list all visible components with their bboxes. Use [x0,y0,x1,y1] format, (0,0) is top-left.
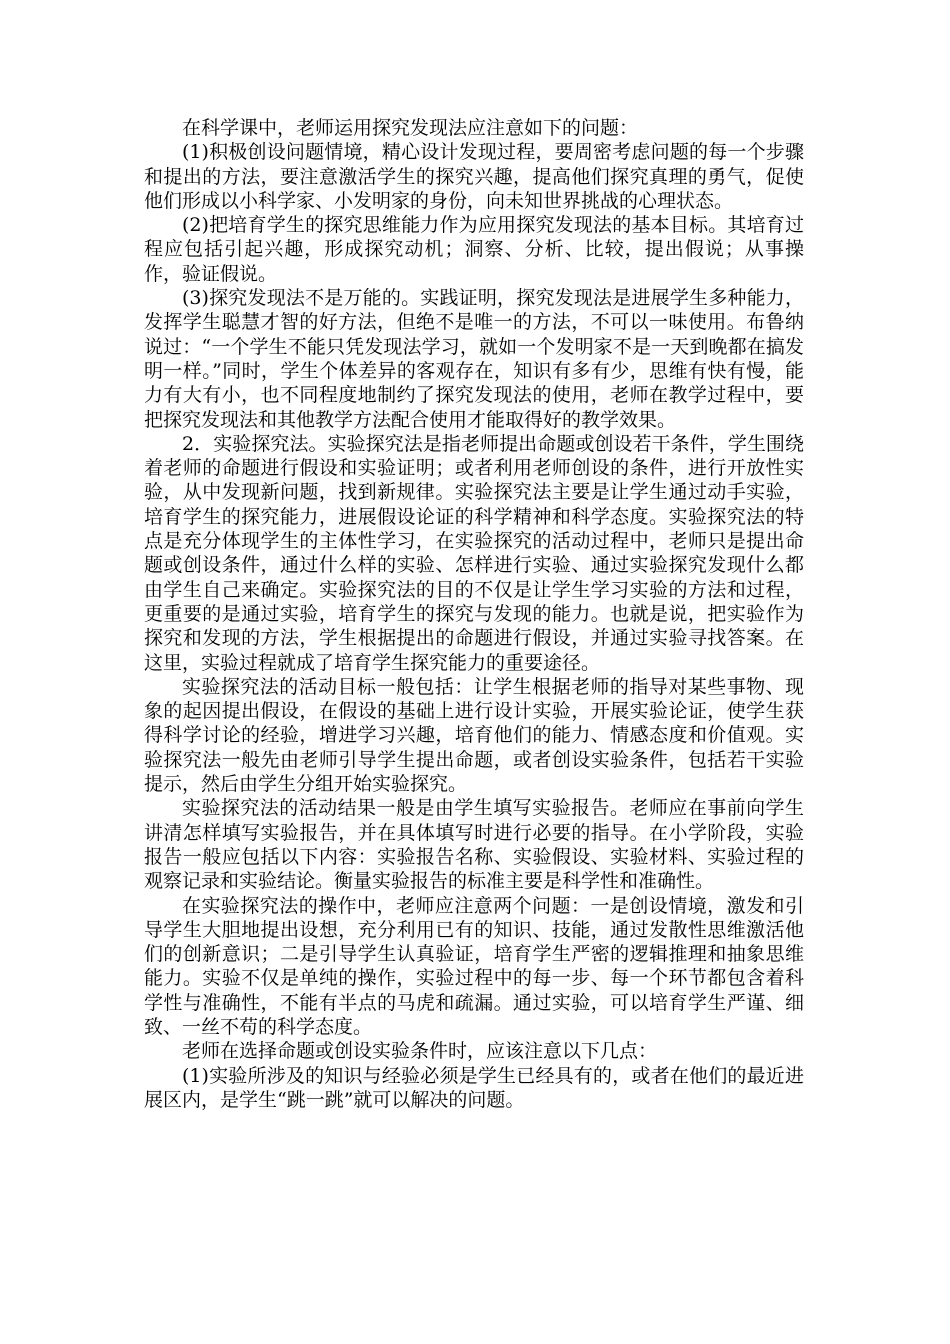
paragraph-operation-notes: 在实验探究法的操作中，老师应注意两个问题：一是创设情境，激发和引导学生大胆地提出设想，充分利用已有的知识、技能，通过发散性思维激活他们的创新意识；二是引导学生认真验证，培育学生严密的逻辑推理和抽象思维能力。实验不仅是单纯的操作，实验过程中的每一步、每一个环节都包含着科学性与准确性，不能有半点的马虎和疏漏。通过实验，可以培育学生严谨、细致、一丝不苟的科学态度。 [144,894,804,1038]
paragraph-experiment-method: 2．实验探究法。实验探究法是指老师提出命题或创设若干条件，学生围绕着老师的命题进行假设和实验证明；或者利用老师创设的条件，进行开放性实验，从中发现新问题，找到新规律。实验探究法主要是让学生通过动手实验，培育学生的探究能力，进展假设论证的科学精神和科学态度。实验探究法的特点是充分体现学生的主体性学习，在实验探究的活动过程中，老师只是提出命题或创设条件，通过什么样的实验、怎样进行实验、通过实验探究发现什么都由学生自己来确定。实验探究法的目的不仅是让学生学习实验的方法和过程，更重要的是通过实验，培育学生的探究与发现的能力。也就是说，把实验作为探究和发现的方法，学生根据提出的命题进行假设，并通过实验寻找答案。在这里，实验过程就成了培育学生探究能力的重要途径。 [144,432,804,674]
paragraph-point-1: (1)积极创设问题情境，精心设计发现过程，要周密考虑问题的每一个步骤和提出的方法，要注意激活学生的探究兴趣，提高他们探究真理的勇气，促使他们形成以小科学家、小发明家的身份，向未知世界挑战的心理状态。 [144,141,804,212]
paragraph-selection-intro: 老师在选择命题或创设实验条件时，应该注意以下几点： [182,1040,658,1063]
document-body [144,116,804,1112]
paragraph-intro: 在科学课中，老师运用探究发现法应注意如下的问题： [182,117,639,139]
paragraph-point-2: (2)把培育学生的探究思维能力作为应用探究发现法的基本目标。其培育过程应包括引起兴趣，形成探究动机；洞察、分析、比较，提出假说；从事操作，验证假说。 [144,214,804,285]
paragraph-point-3: (3)探究发现法不是万能的。实践证明，探究发现法是进展学生多种能力，发挥学生聪慧才智的好方法，但绝不是唯一的方法，不可以一味使用。布鲁纳说过：“一个学生不能只凭发现法学习，就如一个发明家不是一天到晚都在搞发明一样。”同时，学生个体差异的客观存在，知识有多有少，思维有快有慢，能力有大有小，也不同程度地制约了探究发现法的使用，老师在教学过程中，要把探究发现法和其他教学方法配合使用才能取得好的教学效果。 [144,287,804,431]
paragraph-activity-results: 实验探究法的活动结果一般是由学生填写实验报告。老师应在事前向学生讲清怎样填写实验报告，并在具体填写时进行必要的指导。在小学阶段，实验报告一般应包括以下内容：实验报告名称、实验假设、实验材料、实验过程的观察记录和实验结论。衡量实验报告的标准主要是科学性和准确性。 [144,797,804,893]
paragraph-selection-point-1: (1)实验所涉及的知识与经验必须是学生已经具有的，或者在他们的最近进展区内，是学生“跳一跳”就可以解决的问题。 [144,1064,804,1111]
paragraph-activity-goals: 实验探究法的活动目标一般包括：让学生根据老师的指导对某些事物、现象的起因提出假设，在假设的基础上进行设计实验，开展实验论证，使学生获得科学讨论的经验，增进学习兴趣，培育他们的能力、情感态度和价值观。实验探究法一般先由老师引导学生提出命题，或者创设实验条件，包括若干实验提示，然后由学生分组开始实验探究。 [144,675,804,796]
